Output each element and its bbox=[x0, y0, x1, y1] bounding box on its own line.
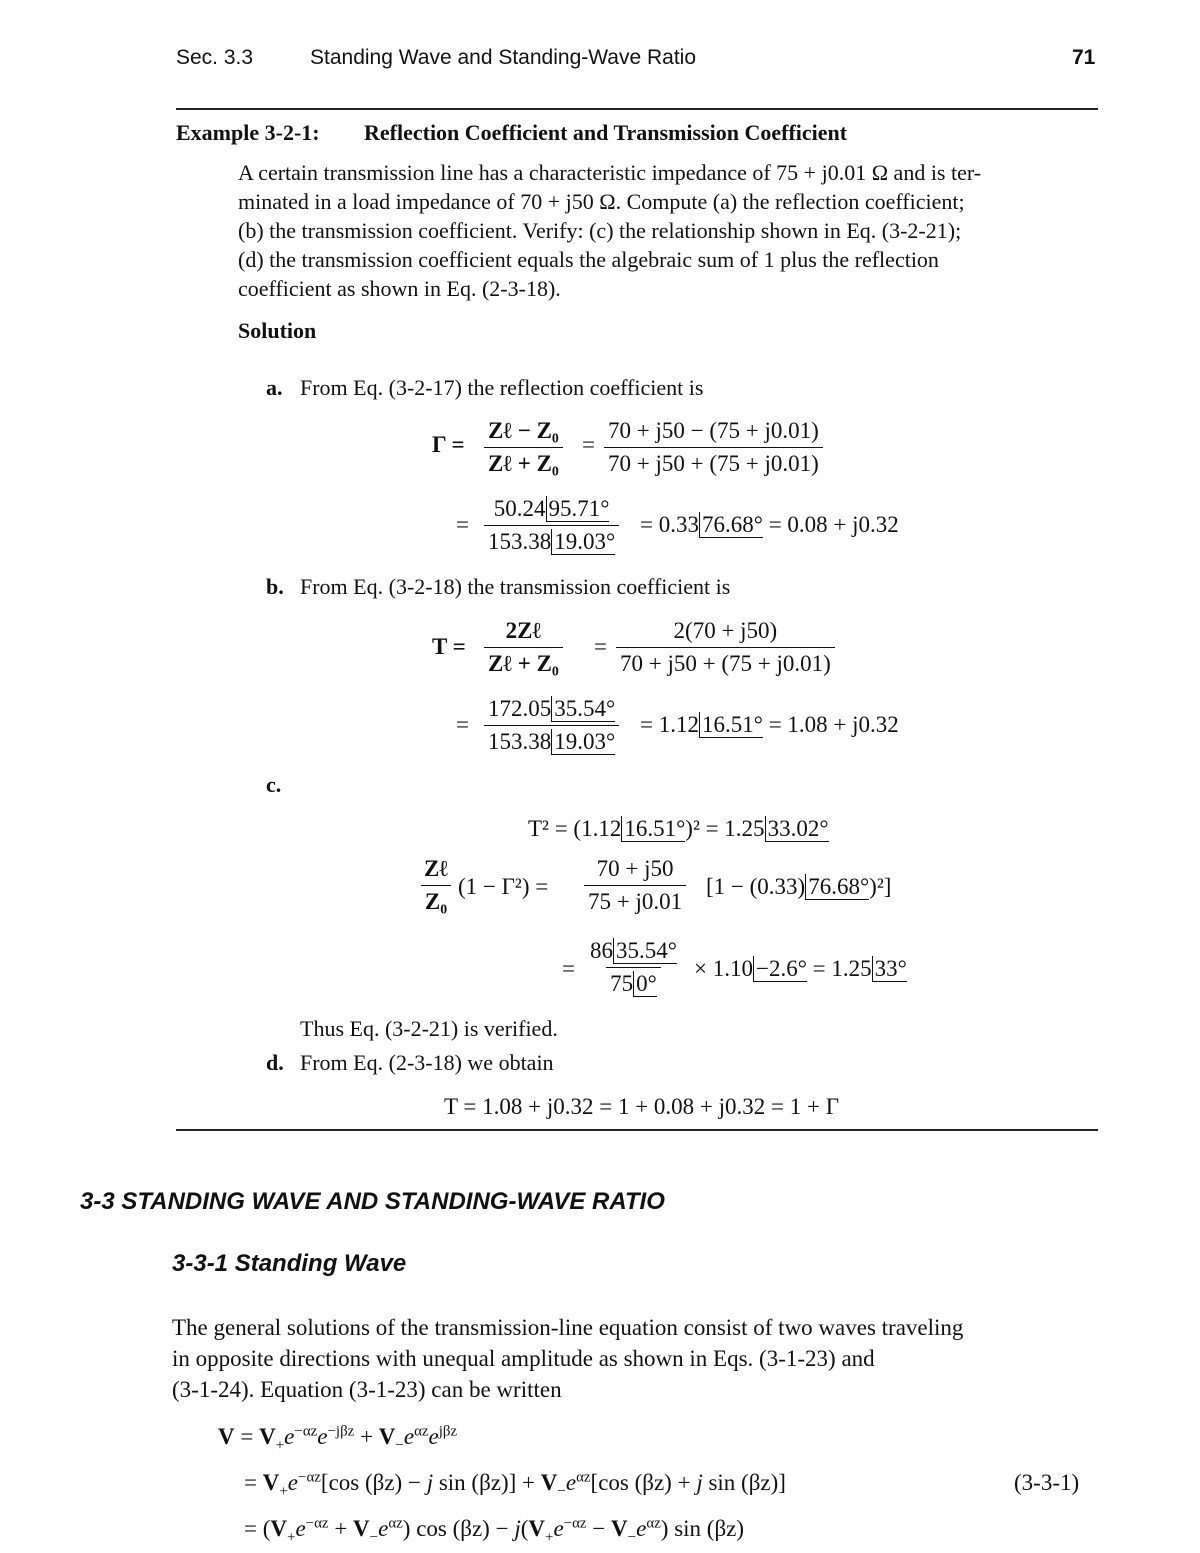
frac-numerator: 70 + j50 bbox=[596, 856, 674, 881]
frac-denominator: 75 0° bbox=[606, 967, 661, 997]
body-paragraph bbox=[172, 1312, 1094, 1405]
angle: 76.68° bbox=[699, 512, 763, 538]
part-a-text: From Eq. (3-2-17) the reflection coefficient is bbox=[300, 375, 704, 400]
t-lhs: T = bbox=[432, 634, 466, 659]
angle: 0° bbox=[633, 971, 657, 997]
frac-numerator: 172.05 35.54° bbox=[488, 696, 616, 721]
example-title: Reflection Coefficient and Transmission Coefficient bbox=[364, 120, 848, 145]
gamma-lhs: Γ = bbox=[432, 432, 465, 457]
eq-line-2: = $V_+e^{-\alpha z}[\cos$ (βz) − j $\sin (\beta z)] + V_-e^{\alpha z}[\cos$ (βz) + j sin (βz)] bbox=[244, 1469, 786, 1500]
problem-line: (d) the transmission coefficient equals the algebraic sum of 1 plus the reflection bbox=[238, 247, 939, 272]
equals-sign: = bbox=[456, 712, 469, 737]
t-frac-symbolic bbox=[484, 618, 563, 677]
gamma-frac-symbolic bbox=[484, 418, 563, 477]
subsection-heading: 3-3-1 Standing Wave bbox=[172, 1250, 407, 1277]
problem-line: minated in a load impedance of 70 + j50 Ω. Compute (a) the reflection coefficient; bbox=[238, 189, 965, 214]
impedance-ratio-frac bbox=[584, 856, 686, 915]
part-b-label: b. bbox=[266, 574, 284, 599]
angle: −2.6° bbox=[753, 956, 807, 982]
equals-sign: = bbox=[582, 432, 595, 457]
page-number: 71 bbox=[1072, 46, 1096, 69]
part-d-text: From Eq. (2-3-18) we obtain bbox=[300, 1050, 554, 1075]
solution-label: Solution bbox=[238, 318, 317, 343]
part-c-label: c. bbox=[266, 772, 282, 797]
frac-denominator: 70 + j50 + (75 + j0.01) bbox=[604, 447, 823, 477]
part-d-equation: T = 1.08 + j0.32 = 1 + 0.08 + j0.32 = 1 + Γ bbox=[444, 1094, 840, 1119]
frac-numerator: 2(70 + j50) bbox=[673, 618, 778, 643]
eq-number: (3-3-1) bbox=[1014, 1470, 1080, 1495]
body-line: in opposite directions with unequal amplitude as shown in Eqs. (3-1-23) and bbox=[172, 1346, 875, 1371]
polar-ratio-frac bbox=[586, 938, 681, 997]
equals-sign: = bbox=[594, 634, 607, 659]
t-squared-line: T² = (1.12 16.51°)² = 1.25 33.02° bbox=[528, 816, 829, 841]
eq-line-1: $V = V_+e^{-\alpha z}e^{-j\beta z} + V_-e^{\alpha z}e^{j\beta z}$ bbox=[218, 1423, 458, 1454]
problem-line: A certain transmission line has a characteristic impedance of 75 + j0.01 Ω and is ter- bbox=[238, 160, 982, 185]
angle: 19.03° bbox=[551, 729, 615, 755]
gamma-result: = 0.33 76.68° = 0.08 + j0.32 bbox=[640, 512, 899, 537]
angle: 16.51° bbox=[699, 712, 763, 738]
part-b-text: From Eq. (3-2-18) the transmission coefficient is bbox=[300, 574, 731, 599]
problem-line: (b) the transmission coefficient. Verify: (c) the relationship shown in Eq. (3-2-21); bbox=[238, 218, 962, 243]
gamma-frac-polar bbox=[484, 496, 619, 555]
angle: 35.54° bbox=[613, 938, 677, 964]
problem-statement bbox=[238, 158, 1100, 303]
angle: 35.54° bbox=[551, 696, 615, 722]
frac-denominator: 153.38 19.03° bbox=[484, 725, 619, 755]
part-d-label: d. bbox=[266, 1050, 284, 1075]
frac-denominator: 70 + j50 + (75 + j0.01) bbox=[616, 647, 835, 677]
bracket-term: [1 − (0.33) 76.68°)²] bbox=[706, 874, 892, 899]
bottom-rule bbox=[176, 1129, 1098, 1131]
header-section: Sec. 3.3 bbox=[176, 46, 254, 69]
gamma-frac-numeric bbox=[604, 418, 823, 477]
body-line: The general solutions of the transmission-line equation consist of two waves traveling bbox=[172, 1315, 964, 1340]
body-line: (3-1-24). Equation (3-1-23) can be written bbox=[172, 1377, 562, 1402]
angle: 76.68° bbox=[805, 874, 869, 900]
frac-denominator: Z₀ bbox=[421, 885, 451, 915]
frac-numerator: Zℓ − Z₀ bbox=[488, 418, 559, 443]
t-frac-polar bbox=[484, 696, 619, 755]
t-result: = 1.12 16.51° = 1.08 + j0.32 bbox=[640, 712, 899, 737]
angle: 19.03° bbox=[551, 529, 615, 555]
part-a-label: a. bbox=[266, 375, 283, 400]
z-ratio-frac bbox=[420, 856, 452, 915]
angle: 33.02° bbox=[765, 816, 829, 842]
header-title: Standing Wave and Standing-Wave Ratio bbox=[310, 46, 696, 69]
frac-numerator: 86 35.54° bbox=[590, 938, 677, 963]
t-frac-numeric bbox=[616, 618, 835, 677]
frac-denominator: Zℓ + Z₀ bbox=[484, 447, 563, 477]
angle: 33° bbox=[872, 956, 907, 982]
frac-denominator: 75 + j0.01 bbox=[584, 885, 686, 915]
equals-sign: = bbox=[562, 956, 575, 981]
problem-line: coefficient as shown in Eq. (2-3-18). bbox=[238, 276, 561, 301]
eq-line-3: = $(V_+e^{-\alpha z} + V_-e^{\alpha z})$ $\cos (\beta z) - j(V_+e^{-\alpha z} - V_-e^{\alpha z})$ sin (βz) bbox=[244, 1515, 745, 1546]
verification-result: × 1.10 −2.6° = 1.25 33° bbox=[694, 956, 907, 981]
angle: 95.71° bbox=[546, 496, 610, 522]
angle: 16.51° bbox=[621, 816, 685, 842]
equals-sign: = bbox=[456, 512, 469, 537]
frac-numerator: Zℓ bbox=[424, 856, 448, 881]
frac-numerator: 2Zℓ bbox=[505, 618, 542, 643]
frac-numerator: 70 + j50 − (75 + j0.01) bbox=[608, 418, 819, 443]
frac-denominator: Zℓ + Z₀ bbox=[484, 647, 563, 677]
top-rule bbox=[176, 108, 1098, 110]
section-heading: 3-3 STANDING WAVE AND STANDING-WAVE RATIO bbox=[80, 1188, 665, 1215]
part-c-conclusion: Thus Eq. (3-2-21) is verified. bbox=[300, 1016, 558, 1041]
one-minus-gamma-sq: (1 − Γ²) = bbox=[458, 874, 549, 899]
example-label: Example 3-2-1: bbox=[176, 120, 320, 145]
frac-denominator: 153.38 19.03° bbox=[484, 525, 619, 555]
frac-numerator: 50.24 95.71° bbox=[493, 496, 610, 521]
